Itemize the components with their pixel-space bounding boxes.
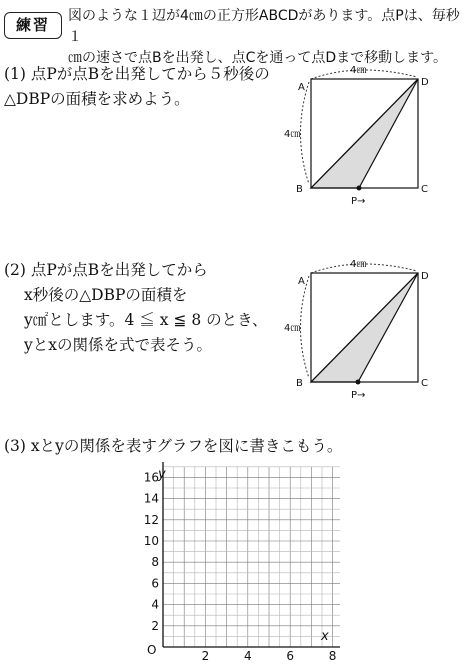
fig1-label-b: B bbox=[296, 184, 303, 195]
question-3: (3) xとyの関係を表すグラフを図に書きこもう。 bbox=[4, 437, 343, 455]
fig1-left-length: 4㎝ bbox=[284, 129, 301, 140]
x-tick-label: 4 bbox=[243, 649, 252, 662]
fig2-label-c: C bbox=[421, 378, 428, 389]
question-1 bbox=[4, 62, 294, 112]
practice-badge: 練習 bbox=[4, 12, 62, 39]
fig1-label-p: P→ bbox=[351, 196, 366, 207]
fig1-top-length: 4㎝ bbox=[350, 65, 367, 76]
question-1-line-1: (1) 点Pが点Bを出発してから５秒後の bbox=[4, 65, 270, 83]
fig2-label-d: D bbox=[421, 271, 429, 282]
fig2-point-p bbox=[356, 380, 361, 385]
question-2-line-1: (2) 点Pが点Bを出発してから bbox=[4, 261, 208, 279]
question-2-line-4: yとxの関係を式で表そう。 bbox=[24, 336, 212, 354]
intro-line-1: 図のような１辺が4㎝の正方形ABCDがあります。点Pは、毎秒１ bbox=[68, 8, 460, 45]
fig1-label-a: A bbox=[298, 82, 305, 93]
fig2-top-length: 4㎝ bbox=[350, 259, 367, 270]
y-tick-label: 16 bbox=[143, 470, 159, 485]
graph-y-tick-labels bbox=[144, 470, 159, 632]
graph-x-tick-labels bbox=[202, 649, 337, 662]
x-tick-label: 8 bbox=[328, 649, 337, 662]
intro-line-2: ㎝の速さで点Bを出発し、点Cを通って点Dまで移動します。 bbox=[68, 50, 448, 66]
graph-origin-label: O bbox=[147, 643, 157, 657]
y-tick-label: 14 bbox=[143, 491, 159, 506]
graph-x-axis-label: x bbox=[321, 629, 329, 644]
fig1-point-p bbox=[357, 186, 362, 191]
problem-intro bbox=[68, 6, 470, 69]
question-2-line-3: y㎠とします。4 ≦ x ≦ 8 のとき、 bbox=[24, 311, 268, 329]
y-tick-label: 8 bbox=[151, 555, 159, 570]
fig1-label-d: D bbox=[421, 77, 429, 88]
square-figure-1 bbox=[278, 64, 448, 209]
y-tick-label: 12 bbox=[143, 512, 159, 527]
fig2-label-a: A bbox=[298, 276, 305, 287]
fig1-label-c: C bbox=[421, 184, 428, 195]
fig2-left-length: 4㎝ bbox=[284, 323, 301, 334]
graph-axes bbox=[163, 462, 340, 647]
fig2-label-b: B bbox=[296, 378, 303, 389]
question-2 bbox=[4, 258, 294, 358]
square-figure-2 bbox=[278, 258, 448, 403]
graph-y-axis-label: y bbox=[158, 467, 166, 482]
question-1-line-2: △DBPの面積を求めよう。 bbox=[4, 90, 190, 108]
fig2-label-p: P→ bbox=[351, 390, 366, 401]
x-tick-label: 2 bbox=[201, 649, 210, 662]
y-tick-label: 10 bbox=[143, 534, 159, 548]
y-tick-label: 6 bbox=[151, 576, 159, 591]
answer-graph bbox=[130, 462, 340, 662]
y-tick-label: 2 bbox=[151, 618, 159, 633]
question-2-line-2: x秒後の△DBPの面積を bbox=[24, 286, 188, 304]
graph-grid bbox=[163, 467, 340, 647]
y-tick-label: 4 bbox=[151, 597, 159, 612]
x-tick-label: 6 bbox=[286, 649, 295, 662]
